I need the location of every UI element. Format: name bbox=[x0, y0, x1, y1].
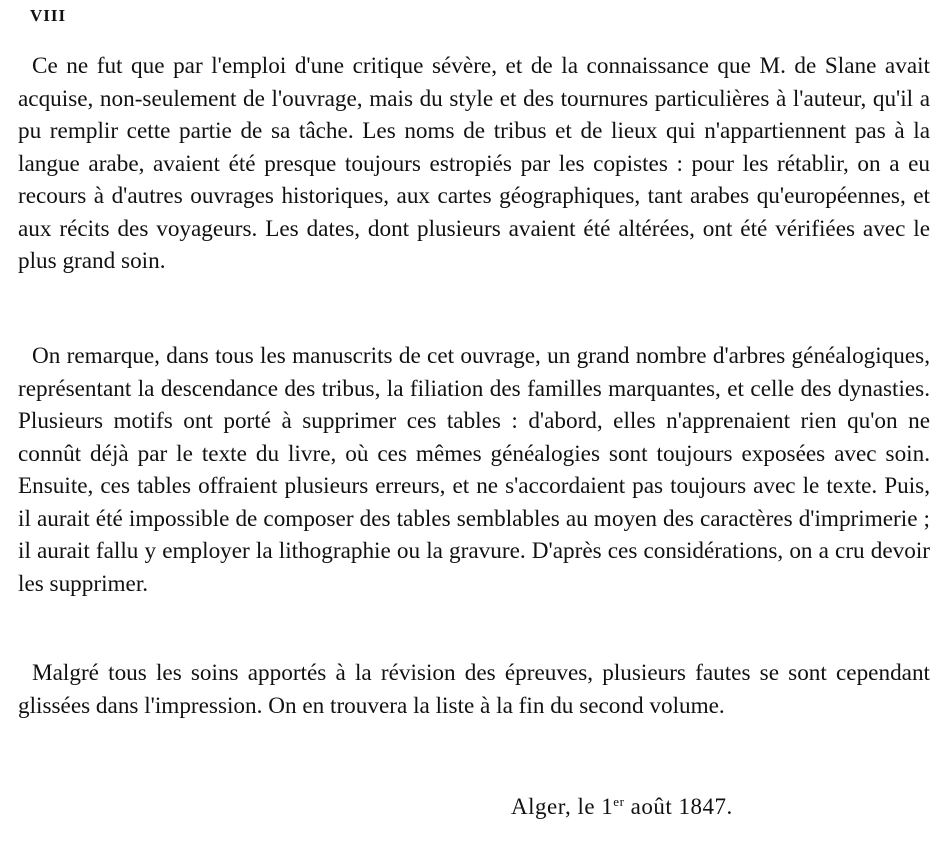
place-date-signature bbox=[511, 794, 733, 820]
body-text-block bbox=[18, 657, 930, 722]
signature-ordinal: er bbox=[613, 794, 625, 809]
page-number: VIII bbox=[30, 6, 67, 25]
body-text-block bbox=[18, 340, 930, 600]
paragraph-1: Ce ne fut que par l'emploi d'une critique sévère, et de la connaissance que M. de Slane avait acquise, non-seulement de l'ouvrage, mais du style et des tournures particulières à l'auteur, qu'il a pu remplir cette partie de sa tâche. Les noms de tribus et de lieux qui n'appartiennent pas à la langue arabe, avaient été presque toujours estropiés par les copistes : pour les rétablir, on a eu recours à d'autres ouvrages historiques, aux cartes géographiques, tant arabes qu'européennes, et aux récits des voyageurs. Les dates, dont plusieurs avaient été altérées, ont été vérifiées avec le plus grand soin. bbox=[18, 53, 930, 274]
paragraph-3: Malgré tous les soins apportés à la révision des épreuves, plusieurs fautes se sont cependant glissées dans l'impression. On en trouvera la liste à la fin du second volume. bbox=[18, 660, 930, 719]
paragraph-2: On remarque, dans tous les manuscrits de cet ouvrage, un grand nombre d'arbres généalogiques, représentant la descendance des tribus, la filiation des familles marquantes, et celle des dynasties. Plusieurs motifs ont porté à supprimer ces tables : d'abord, elles n'apprenaient rien qu'on ne connût déjà par le texte du livre, où ces mêmes généalogies sont toujours exposées avec soin. Ensuite, ces tables offraient plusieurs erreurs, et ne s'accordaient pas toujours avec le texte. Puis, il aurait été impossible de composer des tables semblables au moyen des caractères d'imprimerie ; il aurait fallu y employer la lithographie ou la gravure. D'après ces considérations, on a cru devoir les supprimer. bbox=[18, 343, 930, 597]
signature-place: Alger, le 1 bbox=[511, 794, 614, 819]
body-text-block bbox=[18, 50, 930, 278]
signature-date: août 1847. bbox=[624, 794, 733, 819]
